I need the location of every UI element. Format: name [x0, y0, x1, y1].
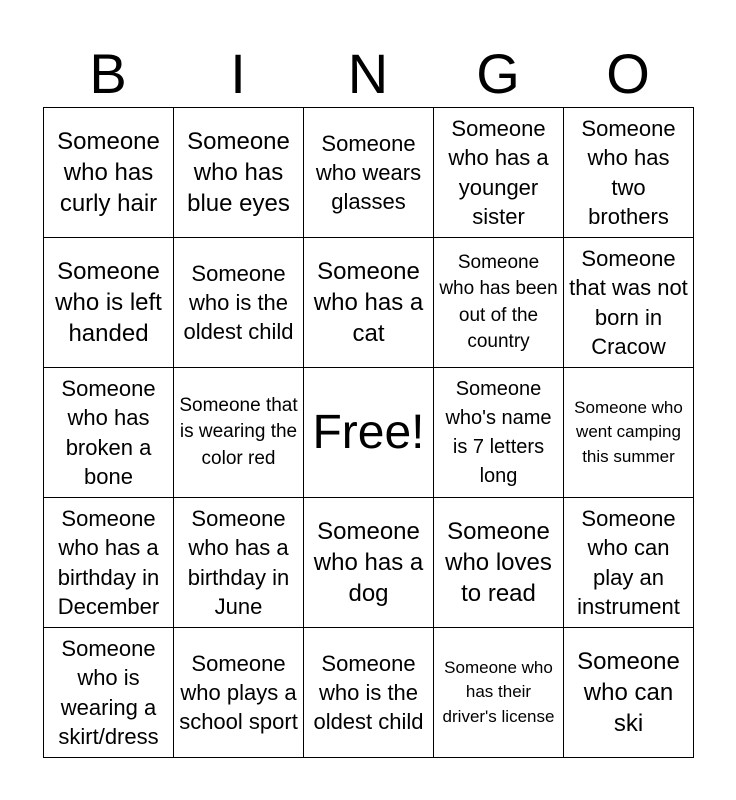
bingo-row: [44, 498, 694, 628]
cell-text: Someone who has curly hair: [57, 127, 160, 218]
header-letter-n: N: [347, 42, 389, 105]
bingo-cell[interactable]: [44, 628, 174, 758]
bingo-header: [43, 40, 693, 108]
bingo-cell[interactable]: [174, 628, 304, 758]
bingo-row: [44, 238, 694, 368]
bingo-cell[interactable]: [434, 368, 564, 498]
bingo-cell[interactable]: [434, 238, 564, 368]
bingo-cell[interactable]: [304, 108, 434, 238]
bingo-cell[interactable]: [174, 498, 304, 628]
bingo-cell[interactable]: [44, 498, 174, 628]
bingo-cell[interactable]: [564, 108, 694, 238]
cell-text: Someone who has broken a bone: [61, 376, 156, 489]
bingo-card-grid: [43, 107, 694, 758]
cell-text: Someone who's name is 7 letters long: [445, 377, 552, 487]
cell-text: Someone who loves to read: [445, 517, 552, 608]
bingo-cell[interactable]: [434, 108, 564, 238]
bingo-cell[interactable]: [564, 498, 694, 628]
bingo-cell[interactable]: [434, 498, 564, 628]
bingo-cell[interactable]: [174, 368, 304, 498]
cell-text: Someone who has a dog: [313, 517, 424, 608]
cell-text: Someone that is wearing the color red: [179, 395, 298, 469]
free-space-text: Free!: [312, 405, 425, 459]
cell-text: Someone who has blue eyes: [187, 127, 290, 218]
cell-text: Someone who is wearing a skirt/dress: [58, 636, 159, 749]
free-space-cell[interactable]: [304, 368, 434, 498]
bingo-cell[interactable]: [564, 628, 694, 758]
cell-text: Someone who has their driver's license: [442, 657, 555, 726]
cell-text: Someone who has two brothers: [581, 116, 676, 229]
bingo-row: [44, 628, 694, 758]
bingo-row: [44, 108, 694, 238]
cell-text: Someone who has a birthday in December: [57, 506, 160, 619]
bingo-cell[interactable]: [44, 368, 174, 498]
cell-text: Someone who has a cat: [313, 257, 424, 348]
bingo-cell[interactable]: [304, 628, 434, 758]
cell-text: Someone that was not born in Cracow: [569, 246, 688, 359]
bingo-cell[interactable]: [174, 238, 304, 368]
header-letter-b: B: [89, 42, 127, 105]
cell-text: Someone who has a younger sister: [448, 116, 549, 229]
cell-text: Someone who can ski: [577, 647, 680, 738]
cell-text: Someone who is left handed: [55, 257, 162, 348]
cell-text: Someone who can play an instrument: [577, 506, 680, 619]
bingo-cell[interactable]: [434, 628, 564, 758]
bingo-cell[interactable]: [564, 368, 694, 498]
bingo-cell[interactable]: [304, 238, 434, 368]
cell-text: Someone who is the oldest child: [313, 650, 424, 735]
cell-text: Someone who plays a school sport: [179, 650, 298, 735]
cell-text: Someone who has been out of the country: [439, 252, 558, 352]
cell-text: Someone who is the oldest child: [183, 260, 294, 345]
header-letter-g: G: [476, 42, 520, 105]
cell-text: Someone who has a birthday in June: [187, 506, 290, 619]
header-letter-o: O: [606, 42, 650, 105]
cell-text: Someone who went camping this summer: [574, 397, 683, 466]
bingo-cell[interactable]: [304, 498, 434, 628]
bingo-cell[interactable]: [174, 108, 304, 238]
header-letter-i: I: [230, 42, 246, 105]
cell-text: Someone who wears glasses: [315, 130, 422, 215]
bingo-cell[interactable]: [44, 108, 174, 238]
bingo-cell[interactable]: [564, 238, 694, 368]
bingo-row: [44, 368, 694, 498]
bingo-cell[interactable]: [44, 238, 174, 368]
